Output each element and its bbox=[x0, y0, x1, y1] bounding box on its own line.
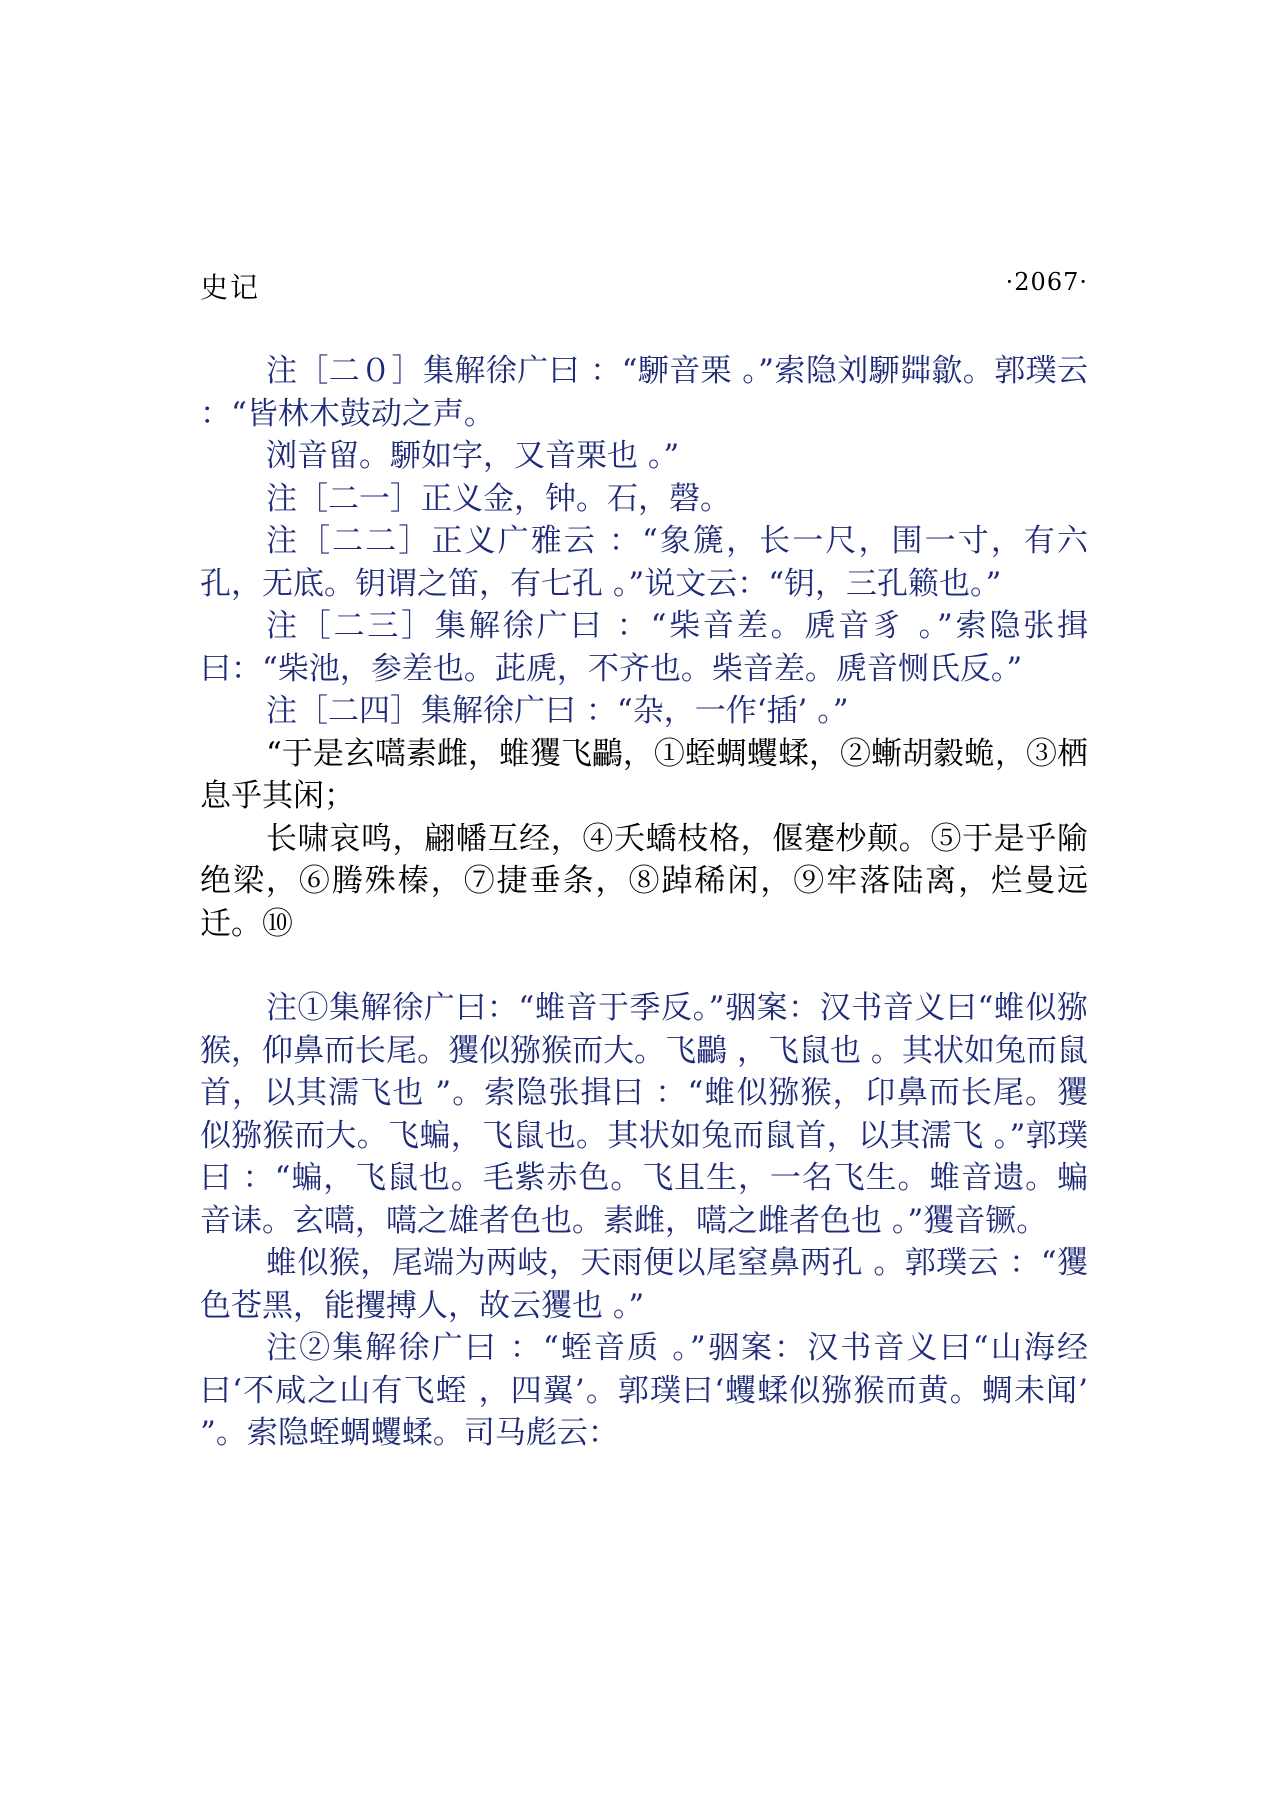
note-paragraph: 注①集解徐广曰：“蜼音于季反。”骃案：汉书音义曰“蜼似猕猴，仰鼻而长尾。玃似猕猴而大。飞鸓 ，飞鼠也 。其状如兔而鼠首，以其濡飞也 ”。索隐张揖曰 ：“蜼似猕猴，卬鼻而长尾。玃似猕猴而大。飞蝙，飞鼠也。其状如兔而鼠首，以其濡飞 。”郭璞曰 ：“蝙，飞鼠也。毛紫赤色。飞且生，一名飞生。蜼音遗。蝙音诔。玄嚆，嚆之雄者色也。素雌，嚆之雌者色也 。”玃音镢。 bbox=[200, 990, 1088, 1239]
page-body bbox=[200, 350, 1098, 1455]
page-number: ·2067· bbox=[1005, 268, 1088, 296]
note-paragraph: 注［二三］集解徐广曰 ：“柴音差。虒音豸 。”索隐张揖曰：“柴池，参差也。茈虒，不齐也。柴音差。虒音恻氏反。” bbox=[200, 608, 1088, 687]
note-paragraph: 浏音留。駵如字，又音栗也 。” bbox=[266, 438, 680, 474]
note-paragraph: 注［二二］正义广雅云 ：“象篪，长一尺，围一寸，有六孔，无底。钥谓之笛，有七孔 。”说文云：“钥，三孔籁也。” bbox=[200, 523, 1088, 602]
note-paragraph: 注［二０］集解徐广曰 ：“駵音栗 。”索隐刘駵茻歙。郭璞云 ：“皆林木鼓动之声。 bbox=[200, 353, 1098, 432]
book-title: 史记 bbox=[200, 271, 261, 304]
main-text-paragraph: “于是玄嚆素雌，蜼玃飞鸓，①蛭蜩蠼蝚，②螹胡豰蛫，③栖息乎其闲； bbox=[200, 735, 1088, 814]
note-paragraph: 注［二一］正义金，钟。石，磬。 bbox=[266, 480, 731, 517]
main-text-paragraph: 长啸哀鸣，翩幡互经，④夭蟜枝格，偃蹇杪颠。⑤于是乎隃绝梁，⑥腾殊榛，⑦捷垂条，⑧踔稀闲，⑨牢落陆离，烂曼远迁。⑩ bbox=[200, 820, 1088, 942]
page-header bbox=[200, 266, 1088, 306]
note-paragraph: 注［二四］集解徐广曰 ：“杂，一作‘插’ 。” bbox=[266, 693, 849, 729]
note-paragraph: 蜼似猴，尾端为两岐，天雨便以尾窒鼻两孔 。郭璞云 ：“玃色苍黑，能攫搏人，故云玃也 。” bbox=[200, 1245, 1088, 1324]
note-paragraph: 注②集解徐广曰 ：“蛭音质 。”骃案：汉书音义曰“山海经曰‘不咸之山有飞蛭 ，四翼’。郭璞曰‘蠼蝚似猕猴而黄。蜩未闻’ ”。索隐蛭蜩蠼蝚。司马彪云： bbox=[200, 1330, 1098, 1451]
paragraph-gap bbox=[200, 945, 1088, 987]
